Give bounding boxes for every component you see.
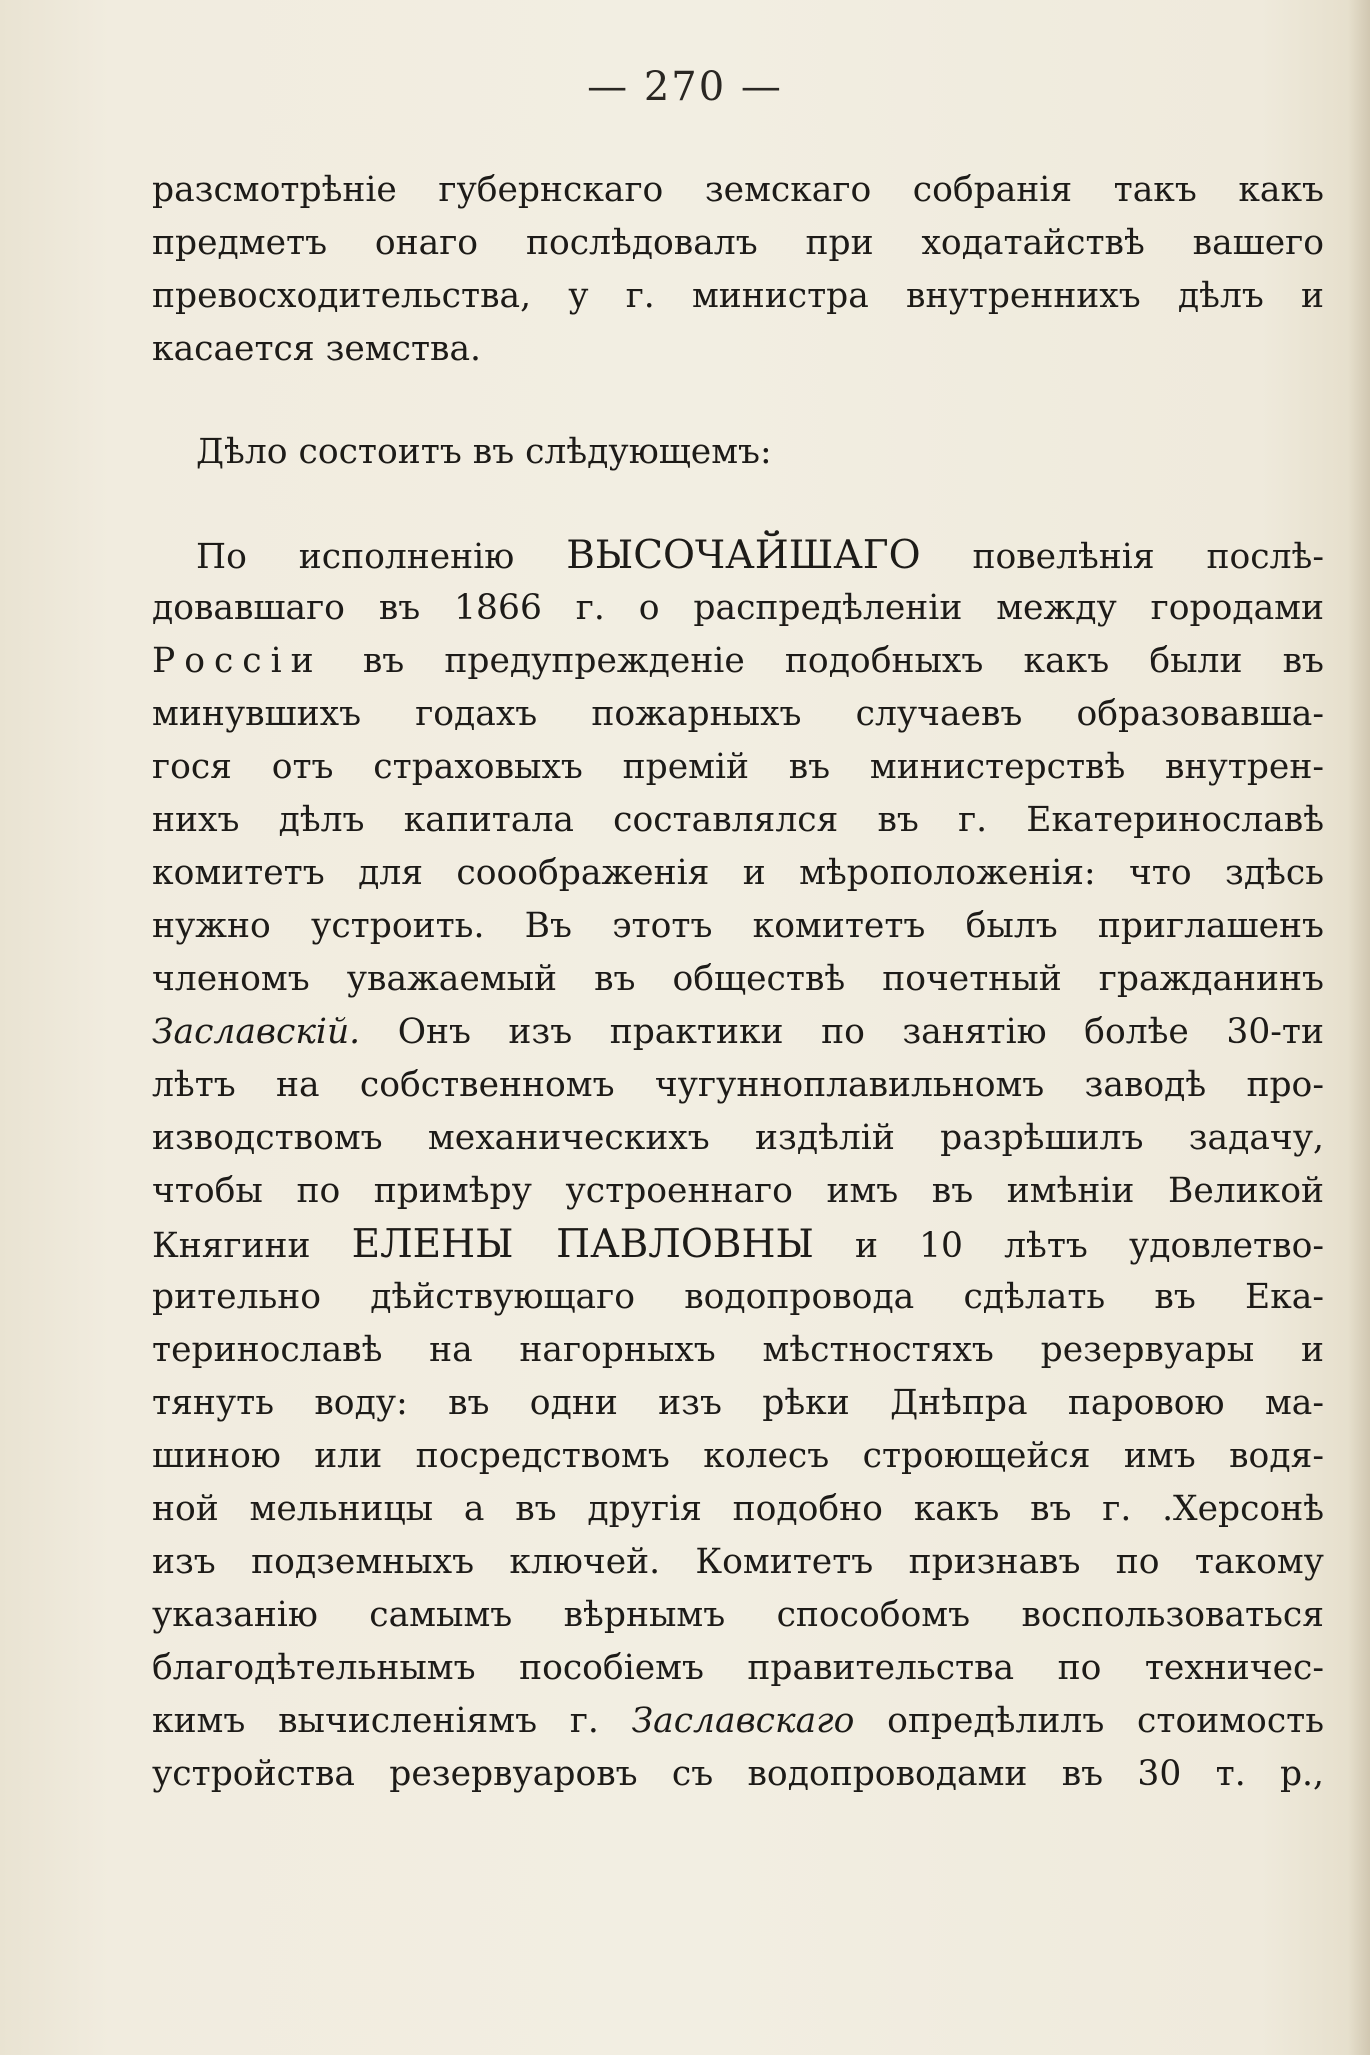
text-line: чтобы по примѣру устроеннаго имъ въ имѣніи Великой [152,1171,1324,1211]
text-line: благодѣтельнымъ пособіемъ правительства по техничес- [152,1648,1324,1688]
text-line: предметъ онаго послѣдовалъ при ходатайствѣ вашего [152,223,1324,263]
text-line: нужно устроить. Въ этотъ комитетъ былъ приглашенъ [152,906,1324,946]
text-span: кимъ вычисленіямъ г. [152,1701,599,1741]
spaced-word: Россіи [152,641,323,681]
text-line: устройства резервуаровъ съ водопроводами въ 30 т. р., [152,1754,1324,1794]
paragraph-gap [152,376,1324,426]
text-line: членомъ уважаемый въ обществѣ почетный гражданинъ [152,959,1324,999]
italic-name: Заславскій. [152,1012,361,1052]
text-line: довавшаго въ 1866 г. о распредѣленіи между городами [152,588,1324,628]
emphasized-caps: ЕЛЕНЫ ПАВЛОВНЫ [351,1222,814,1267]
text-line [152,1006,1324,1059]
text-line: ной мельницы а въ другія подобно какъ въ г. .Херсонѣ [152,1489,1324,1529]
text-line: теринославѣ на нагорныхъ мѣстностяхъ резервуары и [152,1330,1324,1370]
paragraph-gap [152,479,1324,529]
text-line: превосходительства, у г. министра внутреннихъ дѣлъ и [152,276,1324,316]
text-span: По исполненію [196,537,515,577]
text-line [152,1695,1324,1748]
text-span: опредѣлилъ стоимость [887,1701,1324,1741]
text-line: изводствомъ механическихъ издѣлій разрѣшилъ задачу, [152,1118,1324,1158]
text-span: и 10 лѣтъ удовлетво- [854,1226,1324,1266]
text-span: Княгини [152,1226,311,1266]
text-span: повелѣнія послѣ- [972,537,1324,577]
text-line [152,529,1324,582]
page-number: — 270 — [587,64,783,110]
paragraph-2 [152,426,1324,479]
text-line: рительно дѣйствующаго водопровода сдѣлать въ Ека- [152,1277,1324,1317]
body-text [152,164,1324,1801]
text-line: разсмотрѣніе губернскаго земскаго собранія такъ какъ [152,170,1324,210]
italic-name: Заславскаго [631,1701,855,1741]
text-line: минувшихъ годахъ пожарныхъ случаевъ образовавша- [152,694,1324,734]
paragraph-1 [152,164,1324,376]
emphasized-caps: ВЫСОЧАЙШАГО [566,533,921,578]
paragraph-3 [152,529,1324,1801]
page-edge-shadow [1348,0,1370,2055]
text-line: нихъ дѣлъ капитала составлялся въ г. Екатеринославѣ [152,800,1324,840]
text-line: лѣтъ на собственномъ чугунноплавильномъ заводѣ про- [152,1065,1324,1105]
text-line: тянуть воду: въ одни изъ рѣки Днѣпра паровою ма- [152,1383,1324,1423]
text-line: гося отъ страховыхъ премій въ министерствѣ внутрен- [152,747,1324,787]
text-line: комитетъ для сооображенія и мѣроположенія: что здѣсь [152,853,1324,893]
text-line: шиною или посредствомъ колесъ строющейся имъ водя- [152,1436,1324,1476]
text-span: Онъ изъ практики по занятію болѣе 30-ти [397,1012,1324,1052]
text-line: Дѣло состоитъ въ слѣдующемъ: [196,432,772,472]
text-line [152,635,1324,688]
text-line: изъ подземныхъ ключей. Комитетъ признавъ по такому [152,1542,1324,1582]
text-line: касается земства. [152,329,482,369]
text-span: въ предупрежденіе подобныхъ какъ были въ [362,641,1324,681]
text-line: указанію самымъ вѣрнымъ способомъ воспользоваться [152,1595,1324,1635]
text-line [152,1218,1324,1271]
